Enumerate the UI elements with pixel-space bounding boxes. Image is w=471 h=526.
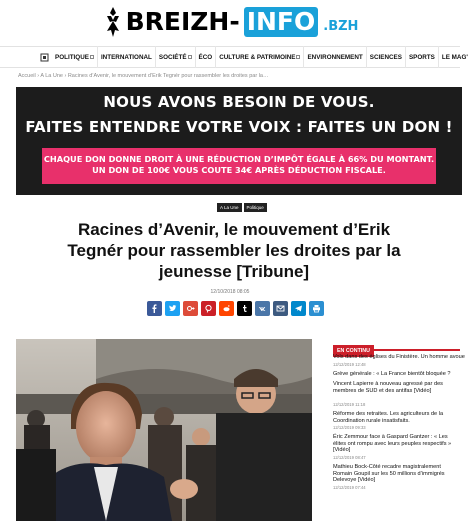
banner-subheadline: FAITES ENTENDRE VOTRE VOIX : FAITES UN DON ! <box>25 118 453 136</box>
news-list <box>333 351 465 491</box>
list-item[interactable]: Vincent Lapierre à nouveau agressé par des membres de SUD et des antifas [Vidéo] 12/12/2019 11:18 <box>333 381 443 408</box>
telegram-icon <box>294 304 303 313</box>
nav-item-le-mag[interactable]: LE MAG' <box>438 46 471 68</box>
nav-item-sciences[interactable]: SCIENCES <box>366 46 405 68</box>
home-icon[interactable] <box>40 51 49 63</box>
nav-item-politique[interactable]: POLITIQUE <box>52 46 97 68</box>
nav-item-culture[interactable]: CULTURE & PATRIMOINE <box>215 46 303 68</box>
pinterest-icon <box>204 304 213 313</box>
article-photo <box>16 339 312 521</box>
article-title: Racines d’Avenir, le mouvement d’Erik Tegnér pour rassembler les droites par la jeunesse [Tribune] <box>67 220 401 281</box>
donation-banner[interactable] <box>16 87 462 195</box>
article-tags <box>217 203 267 212</box>
print-share-button[interactable] <box>309 301 324 316</box>
logo-text-breizh: BREIZH- <box>125 7 240 36</box>
list-item[interactable]: Éric Zemmour face à Gaspard Gantzer : « Les élites ont rompu avec leurs peuples respectifs » [Vidéo] 12/12/2019 08:47 <box>333 434 452 461</box>
facebook-icon <box>150 304 159 313</box>
twitter-icon <box>168 304 177 313</box>
email-icon <box>276 304 285 313</box>
tag-politique[interactable]: Politique <box>244 203 267 212</box>
twitter-share-button[interactable] <box>165 301 180 316</box>
nav-item-international[interactable]: INTERNATIONAL <box>97 46 155 68</box>
banner-tax-line-2: UN DON DE 100€ VOUS COUTE 34€ APRÈS DÉDUCTION FISCALE. <box>92 165 386 175</box>
nav-item-societe[interactable]: SOCIÉTÉ <box>155 46 195 68</box>
nav-item-eco[interactable]: ÉCO <box>195 46 216 68</box>
email-share-button[interactable] <box>273 301 288 316</box>
reddit-icon <box>222 304 231 313</box>
google-plus-icon <box>186 304 195 313</box>
tumblr-icon <box>240 304 249 313</box>
nav-item-environnement[interactable]: ENVIRONNEMENT <box>303 46 365 68</box>
banner-headline: NOUS AVONS BESOIN DE VOUS. <box>103 93 375 111</box>
share-bar <box>147 301 324 316</box>
list-item[interactable]: Mathieu Bock-Côté recadre magistralement Romain Goupil sur les 50 millions d’immigrés Delevoye [Vidéo] 12/12/2019 07:44 <box>333 464 445 491</box>
site-logo[interactable] <box>0 4 460 40</box>
pinterest-share-button[interactable] <box>201 301 216 316</box>
tag-a-la-une[interactable]: A La Une <box>217 203 242 212</box>
print-icon <box>312 304 321 313</box>
sidebar-heading <box>333 339 460 354</box>
article-date: 12/10/2018 08:05 <box>210 289 250 295</box>
banner-tax-line-1: CHAQUE DON DONNE DROIT À UNE RÉDUCTION D’IMPÔT ÉGALE À 66% DU MONTANT. <box>43 154 435 164</box>
main-nav <box>0 46 468 68</box>
logo-text-info: INFO <box>244 7 319 37</box>
list-item[interactable]: Vols dans des églises du Finistère. Un homme avoue 12/12/2019 12:48 <box>333 354 465 367</box>
banner-tax-note <box>42 148 436 184</box>
submenu-icon <box>188 55 192 59</box>
google-plus-share-button[interactable] <box>183 301 198 316</box>
vk-share-button[interactable] <box>255 301 270 316</box>
logo-text-bzh: .BZH <box>323 18 359 34</box>
reddit-share-button[interactable] <box>219 301 234 316</box>
ermine-icon <box>102 7 124 37</box>
tumblr-share-button[interactable] <box>237 301 252 316</box>
facebook-share-button[interactable] <box>147 301 162 316</box>
nav-item-sports[interactable]: SPORTS <box>405 46 438 68</box>
sidebar-news <box>333 339 465 494</box>
list-item[interactable]: Grève générale : « La France bientôt bloquée ? <box>333 370 451 377</box>
vk-icon <box>258 304 267 313</box>
telegram-share-button[interactable] <box>291 301 306 316</box>
list-item[interactable]: Réforme des retraites. Les agriculteurs de la Coordination rurale insatisfaits. 12/12/2019 09:33 <box>333 411 444 431</box>
submenu-icon <box>296 55 300 59</box>
breadcrumb[interactable]: Accueil › A La Une › Racines d’Avenir, le mouvement d’Erik Tegnér pour rassembler les droites par la… <box>18 73 269 79</box>
sidebar-heading-label: EN CONTINU <box>333 345 374 357</box>
submenu-icon <box>90 55 94 59</box>
